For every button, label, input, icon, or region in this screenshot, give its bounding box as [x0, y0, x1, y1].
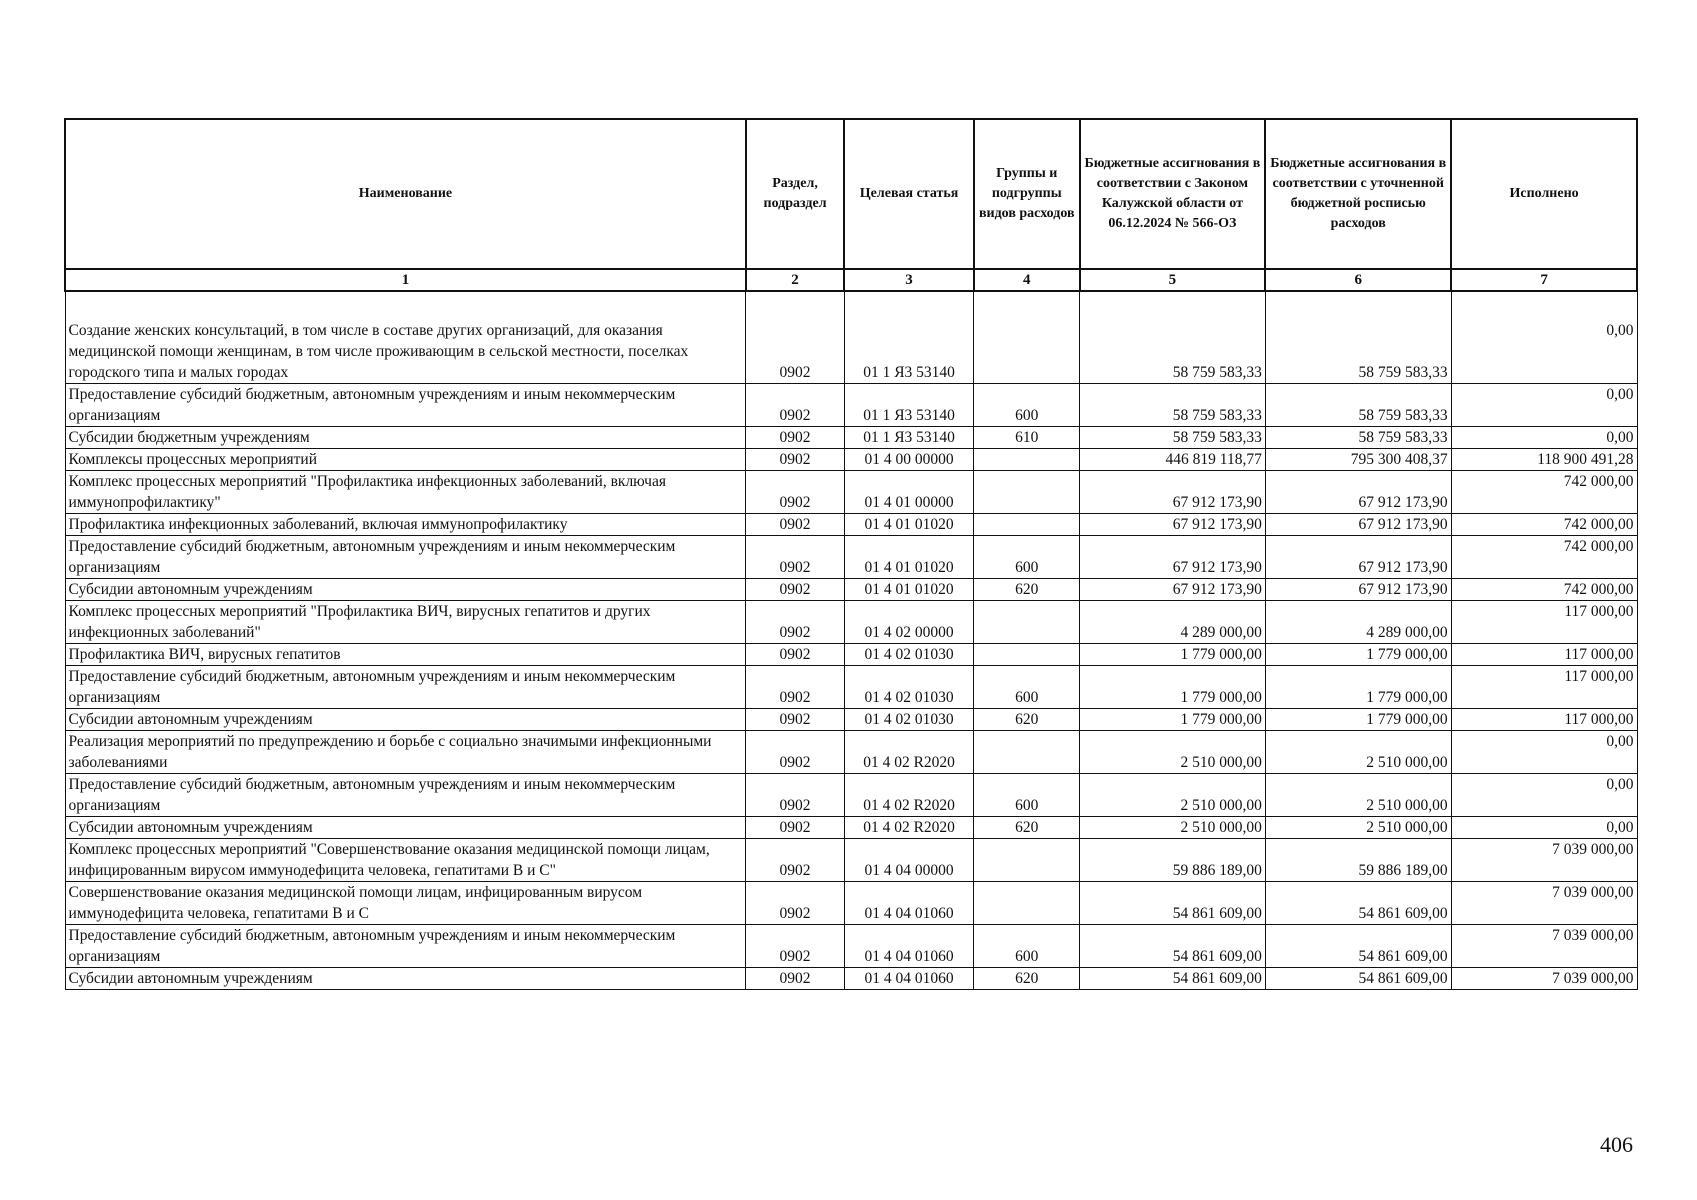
- row-name: Субсидии автономным учреждениям: [65, 817, 746, 839]
- row-expense-group: [974, 291, 1080, 384]
- row-section: 0902: [746, 644, 844, 666]
- table-row: [65, 666, 1637, 709]
- row-expense-group: 620: [974, 579, 1080, 601]
- row-expense-group: [974, 601, 1080, 644]
- row-law-allocation: 446 819 118,77: [1080, 449, 1266, 471]
- row-target-article: 01 4 04 01060: [844, 925, 974, 968]
- row-expense-group: [974, 449, 1080, 471]
- row-executed: 117 000,00: [1451, 666, 1637, 709]
- column-header-roster-allocations: Бюджетные ассигнования в соответствии с уточненной бюджетной росписью расходов: [1265, 119, 1451, 269]
- row-section: 0902: [746, 817, 844, 839]
- row-law-allocation: 67 912 173,90: [1080, 536, 1266, 579]
- row-law-allocation: 2 510 000,00: [1080, 731, 1266, 774]
- row-expense-group: [974, 882, 1080, 925]
- column-number: 1: [65, 269, 746, 291]
- table-body: [65, 291, 1637, 990]
- row-expense-group: 600: [974, 536, 1080, 579]
- row-name: Комплексы процессных мероприятий: [65, 449, 746, 471]
- row-roster-allocation: 67 912 173,90: [1265, 514, 1451, 536]
- row-roster-allocation: 2 510 000,00: [1265, 774, 1451, 817]
- row-law-allocation: 67 912 173,90: [1080, 579, 1266, 601]
- row-roster-allocation: 58 759 583,33: [1265, 384, 1451, 427]
- table-row: [65, 471, 1637, 514]
- row-section: 0902: [746, 731, 844, 774]
- row-section: 0902: [746, 579, 844, 601]
- row-section: 0902: [746, 449, 844, 471]
- row-executed: 742 000,00: [1451, 579, 1637, 601]
- row-target-article: 01 4 04 00000: [844, 839, 974, 882]
- row-section: 0902: [746, 514, 844, 536]
- table-row: [65, 839, 1637, 882]
- row-executed: 0,00: [1451, 731, 1637, 774]
- row-name: Субсидии автономным учреждениям: [65, 579, 746, 601]
- row-roster-allocation: 1 779 000,00: [1265, 644, 1451, 666]
- table-row: [65, 925, 1637, 968]
- table-row: [65, 709, 1637, 731]
- row-section: 0902: [746, 666, 844, 709]
- row-expense-group: 610: [974, 427, 1080, 449]
- row-section: 0902: [746, 601, 844, 644]
- row-name: Субсидии автономным учреждениям: [65, 709, 746, 731]
- row-expense-group: [974, 514, 1080, 536]
- row-name: Профилактика ВИЧ, вирусных гепатитов: [65, 644, 746, 666]
- row-section: 0902: [746, 925, 844, 968]
- column-number: 7: [1451, 269, 1637, 291]
- header-title-row: [65, 119, 1637, 269]
- row-target-article: 01 4 01 00000: [844, 471, 974, 514]
- row-roster-allocation: 58 759 583,33: [1265, 291, 1451, 384]
- row-name: Субсидии бюджетным учреждениям: [65, 427, 746, 449]
- column-header-law-allocations: Бюджетные ассигнования в соответствии с Законом Калужской области от 06.12.2024 № 566-ОЗ: [1080, 119, 1266, 269]
- row-executed: 117 000,00: [1451, 709, 1637, 731]
- row-law-allocation: 1 779 000,00: [1080, 666, 1266, 709]
- page-number: 406: [1600, 1132, 1633, 1157]
- row-target-article: 01 4 02 01030: [844, 644, 974, 666]
- row-section: 0902: [746, 774, 844, 817]
- row-executed: 742 000,00: [1451, 471, 1637, 514]
- row-executed: 118 900 491,28: [1451, 449, 1637, 471]
- row-roster-allocation: 67 912 173,90: [1265, 579, 1451, 601]
- row-executed: 0,00: [1451, 384, 1637, 427]
- row-section: 0902: [746, 384, 844, 427]
- row-target-article: 01 4 01 01020: [844, 579, 974, 601]
- row-roster-allocation: 2 510 000,00: [1265, 731, 1451, 774]
- row-section: 0902: [746, 968, 844, 990]
- row-law-allocation: 1 779 000,00: [1080, 644, 1266, 666]
- row-name: Предоставление субсидий бюджетным, автономным учреждениям и иным некоммерческим организациям: [65, 536, 746, 579]
- table-row: [65, 774, 1637, 817]
- row-name: Комплекс процессных мероприятий "Профилактика инфекционных заболеваний, включая иммунопрофилактику": [65, 471, 746, 514]
- row-roster-allocation: 1 779 000,00: [1265, 666, 1451, 709]
- row-target-article: 01 4 02 01030: [844, 666, 974, 709]
- row-roster-allocation: 58 759 583,33: [1265, 427, 1451, 449]
- row-name: Создание женских консультаций, в том числе в составе других организаций, для оказания медицинской помощи женщинам, в том числе проживающим в сельской местности, поселках городского типа и малых городах: [65, 291, 746, 384]
- row-executed: 0,00: [1451, 774, 1637, 817]
- table-row: [65, 449, 1637, 471]
- row-target-article: 01 1 Я3 53140: [844, 384, 974, 427]
- table-row: [65, 536, 1637, 579]
- column-header-name: Наименование: [65, 119, 746, 269]
- row-law-allocation: 2 510 000,00: [1080, 774, 1266, 817]
- row-law-allocation: 54 861 609,00: [1080, 882, 1266, 925]
- column-number: 3: [844, 269, 974, 291]
- row-expense-group: 600: [974, 774, 1080, 817]
- row-executed: 7 039 000,00: [1451, 968, 1637, 990]
- row-law-allocation: 58 759 583,33: [1080, 427, 1266, 449]
- row-roster-allocation: 54 861 609,00: [1265, 882, 1451, 925]
- table-row: [65, 644, 1637, 666]
- row-executed: 742 000,00: [1451, 514, 1637, 536]
- row-name: Совершенствование оказания медицинской помощи лицам, инфицированным вирусом иммунодефицита человека, гепатитами В и С: [65, 882, 746, 925]
- table-row: [65, 817, 1637, 839]
- row-roster-allocation: 54 861 609,00: [1265, 925, 1451, 968]
- table-row: [65, 384, 1637, 427]
- row-roster-allocation: 2 510 000,00: [1265, 817, 1451, 839]
- row-expense-group: 600: [974, 925, 1080, 968]
- row-law-allocation: 59 886 189,00: [1080, 839, 1266, 882]
- row-law-allocation: 67 912 173,90: [1080, 471, 1266, 514]
- row-target-article: 01 4 02 R2020: [844, 731, 974, 774]
- column-number: 6: [1265, 269, 1451, 291]
- row-executed: 7 039 000,00: [1451, 882, 1637, 925]
- row-executed: 117 000,00: [1451, 644, 1637, 666]
- row-expense-group: [974, 731, 1080, 774]
- row-section: 0902: [746, 839, 844, 882]
- row-target-article: 01 4 04 01060: [844, 882, 974, 925]
- row-target-article: 01 1 Я3 53140: [844, 291, 974, 384]
- row-law-allocation: 2 510 000,00: [1080, 817, 1266, 839]
- column-header-target-article: Целевая статья: [844, 119, 974, 269]
- row-executed: 742 000,00: [1451, 536, 1637, 579]
- row-executed: 117 000,00: [1451, 601, 1637, 644]
- row-target-article: 01 4 01 01020: [844, 536, 974, 579]
- row-expense-group: 600: [974, 384, 1080, 427]
- row-name: Реализация мероприятий по предупреждению и борьбе с социально значимыми инфекционными заболеваниями: [65, 731, 746, 774]
- table-row: [65, 427, 1637, 449]
- row-expense-group: [974, 839, 1080, 882]
- row-executed: 7 039 000,00: [1451, 839, 1637, 882]
- row-name: Предоставление субсидий бюджетным, автономным учреждениям и иным некоммерческим организациям: [65, 774, 746, 817]
- row-expense-group: 620: [974, 817, 1080, 839]
- row-expense-group: [974, 644, 1080, 666]
- row-expense-group: [974, 471, 1080, 514]
- table-row: [65, 882, 1637, 925]
- row-roster-allocation: 4 289 000,00: [1265, 601, 1451, 644]
- row-name: Комплекс процессных мероприятий "Совершенствование оказания медицинской помощи лицам, инфицированным вирусом иммунодефицита человека, гепатитами В и С": [65, 839, 746, 882]
- table-row: [65, 579, 1637, 601]
- row-target-article: 01 4 02 R2020: [844, 817, 974, 839]
- budget-execution-table: [64, 118, 1638, 990]
- row-target-article: 01 4 02 R2020: [844, 774, 974, 817]
- row-law-allocation: 58 759 583,33: [1080, 384, 1266, 427]
- row-expense-group: 620: [974, 709, 1080, 731]
- row-law-allocation: 58 759 583,33: [1080, 291, 1266, 384]
- row-target-article: 01 1 Я3 53140: [844, 427, 974, 449]
- row-executed: 0,00: [1451, 427, 1637, 449]
- row-law-allocation: 1 779 000,00: [1080, 709, 1266, 731]
- row-name: Субсидии автономным учреждениям: [65, 968, 746, 990]
- table-row: [65, 291, 1637, 384]
- row-executed: 0,00: [1451, 291, 1637, 384]
- row-section: 0902: [746, 709, 844, 731]
- row-law-allocation: 54 861 609,00: [1080, 925, 1266, 968]
- row-name: Предоставление субсидий бюджетным, автономным учреждениям и иным некоммерческим организациям: [65, 925, 746, 968]
- row-section: 0902: [746, 882, 844, 925]
- row-expense-group: 620: [974, 968, 1080, 990]
- row-roster-allocation: 67 912 173,90: [1265, 471, 1451, 514]
- row-section: 0902: [746, 427, 844, 449]
- column-header-section: Раздел, подраздел: [746, 119, 844, 269]
- row-expense-group: 600: [974, 666, 1080, 709]
- table-row: [65, 514, 1637, 536]
- row-target-article: 01 4 00 00000: [844, 449, 974, 471]
- row-law-allocation: 67 912 173,90: [1080, 514, 1266, 536]
- header-number-row: [65, 269, 1637, 291]
- column-header-executed: Исполнено: [1451, 119, 1637, 269]
- row-target-article: 01 4 02 01030: [844, 709, 974, 731]
- row-name: Комплекс процессных мероприятий "Профилактика ВИЧ, вирусных гепатитов и других инфекционных заболеваний": [65, 601, 746, 644]
- column-number: 4: [974, 269, 1080, 291]
- row-law-allocation: 54 861 609,00: [1080, 968, 1266, 990]
- row-roster-allocation: 54 861 609,00: [1265, 968, 1451, 990]
- row-target-article: 01 4 01 01020: [844, 514, 974, 536]
- table-header: [65, 119, 1637, 291]
- row-target-article: 01 4 04 01060: [844, 968, 974, 990]
- row-name: Профилактика инфекционных заболеваний, включая иммунопрофилактику: [65, 514, 746, 536]
- row-name: Предоставление субсидий бюджетным, автономным учреждениям и иным некоммерческим организациям: [65, 384, 746, 427]
- row-roster-allocation: 67 912 173,90: [1265, 536, 1451, 579]
- column-number: 2: [746, 269, 844, 291]
- table-row: [65, 968, 1637, 990]
- row-executed: 7 039 000,00: [1451, 925, 1637, 968]
- row-roster-allocation: 795 300 408,37: [1265, 449, 1451, 471]
- row-executed: 0,00: [1451, 817, 1637, 839]
- row-section: 0902: [746, 291, 844, 384]
- table-row: [65, 731, 1637, 774]
- row-target-article: 01 4 02 00000: [844, 601, 974, 644]
- row-law-allocation: 4 289 000,00: [1080, 601, 1266, 644]
- table-row: [65, 601, 1637, 644]
- column-header-expense-groups: Группы и подгруппы видов расходов: [974, 119, 1080, 269]
- row-roster-allocation: 1 779 000,00: [1265, 709, 1451, 731]
- row-section: 0902: [746, 471, 844, 514]
- row-section: 0902: [746, 536, 844, 579]
- row-roster-allocation: 59 886 189,00: [1265, 839, 1451, 882]
- column-number: 5: [1080, 269, 1266, 291]
- row-name: Предоставление субсидий бюджетным, автономным учреждениям и иным некоммерческим организациям: [65, 666, 746, 709]
